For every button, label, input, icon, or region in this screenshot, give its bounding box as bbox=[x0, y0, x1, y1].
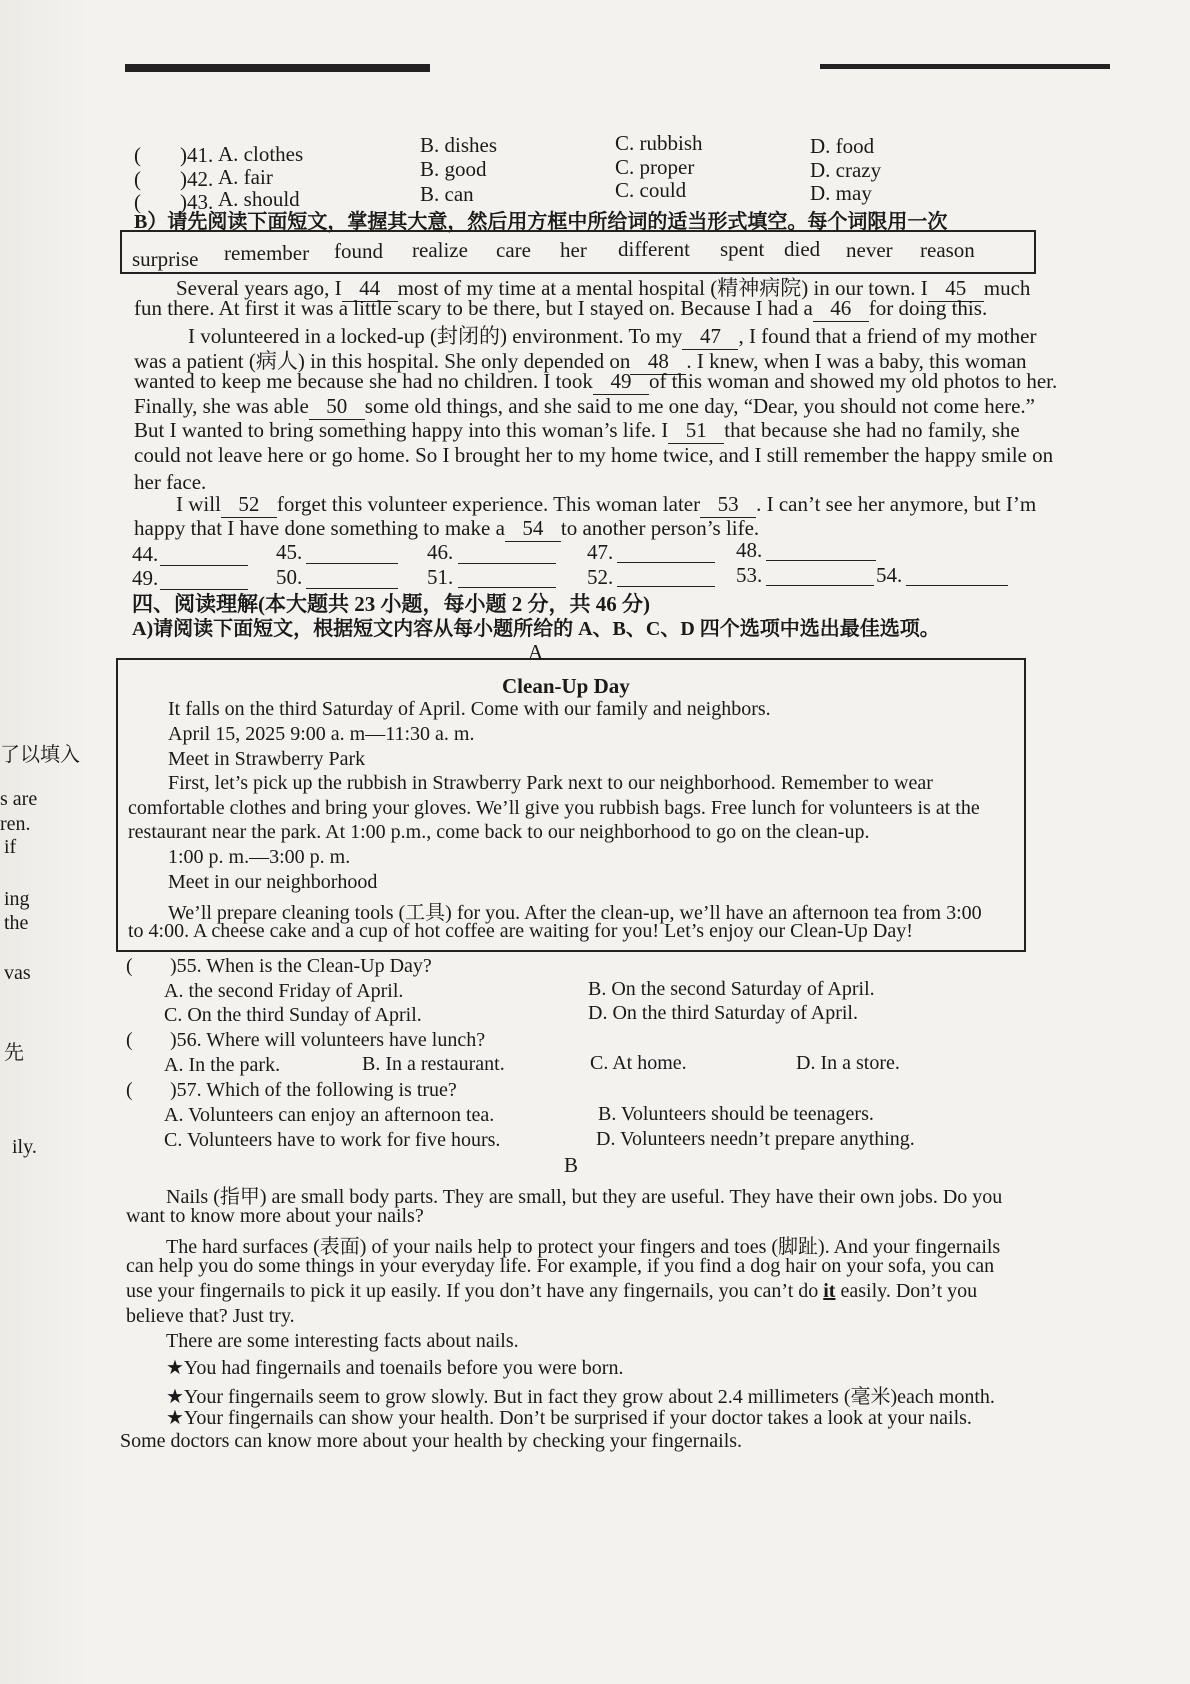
margin-fragment: if bbox=[4, 836, 17, 858]
passage-line: Some doctors can know more about your health by checking your fingernails. bbox=[120, 1430, 743, 1452]
notice-title: Clean-Up Day bbox=[502, 674, 630, 698]
section-instruction: A)请阅读下面短文，根据短文内容从每小题所给的 A、B、C、D 四个选项中选出最佳选项。 bbox=[132, 618, 940, 640]
margin-fragment: 了以填入 bbox=[0, 744, 80, 766]
margin-fragment: s are bbox=[0, 788, 38, 810]
answer-number: 45. bbox=[276, 540, 303, 564]
passage-line: happy that I have done something to make a 54 to another person’s life. bbox=[134, 516, 760, 540]
passage-line: The hard surfaces (表面) of your nails help to protect your fingers and toes (脚趾). And your fingernails bbox=[166, 1236, 1001, 1258]
answer-number: 52. bbox=[587, 565, 614, 589]
blank-48: 48 bbox=[630, 349, 686, 375]
answer-number: 53. bbox=[736, 563, 763, 587]
blank-45: 45 bbox=[928, 276, 984, 302]
passage-line: There are some interesting facts about nails. bbox=[166, 1330, 519, 1352]
passage-line: wanted to keep me because she had no children. I took 49 of this woman and showed my old photos to her. bbox=[134, 369, 1058, 393]
passage-line: fun there. At first it was a little scary to be there, but I stayed on. Because I had a 46 for doing this. bbox=[134, 296, 988, 320]
notice-line: 1:00 p. m.—3:00 p. m. bbox=[168, 846, 351, 868]
answer-blank[interactable] bbox=[160, 565, 248, 566]
answer-blank[interactable] bbox=[458, 563, 556, 564]
blank-52: 52 bbox=[221, 492, 277, 518]
answer-number: 46. bbox=[427, 540, 454, 564]
blank-51: 51 bbox=[668, 418, 724, 444]
blank-47: 47 bbox=[682, 324, 738, 350]
passage-line: was a patient (病人) in this hospital. She only depended on 48 . I knew, when I was a baby, this woman bbox=[134, 349, 1027, 373]
passage-line: Nails (指甲) are small body parts. They are small, but they are useful. They have their own jobs. Do you bbox=[166, 1186, 1003, 1208]
margin-fragment: ren. bbox=[0, 813, 31, 835]
passage-letter: B bbox=[564, 1153, 579, 1177]
answer-number: 50. bbox=[276, 565, 303, 589]
word-bank-item: different bbox=[618, 237, 690, 261]
notice-line: restaurant near the park. At 1:00 p.m., come back to our neighborhood to go on the clean-up. bbox=[128, 821, 870, 843]
margin-fragment: the bbox=[4, 912, 29, 934]
passage-line: ★Your fingernails can show your health. Don’t be surprised if your doctor takes a look at your nails. bbox=[166, 1407, 972, 1429]
word-bank-item: died bbox=[784, 237, 821, 261]
notice-line: April 15, 2025 9:00 a. m—11:30 a. m. bbox=[168, 723, 475, 745]
passage-line: use your fingernails to pick it up easily. If you don’t have any fingernails, you can’t do it easily. Don’t you bbox=[126, 1280, 978, 1302]
passage-line: could not leave here or go home. So I brought her to my home twice, and I still remember the happy smile on bbox=[134, 443, 1054, 467]
scan-top-bar-left bbox=[125, 64, 430, 72]
blank-44: 44 bbox=[342, 276, 398, 302]
passage-line: ★You had fingernails and toenails before you were born. bbox=[166, 1357, 624, 1379]
scan-top-bar-right bbox=[820, 64, 1110, 69]
passage-line: want to know more about your nails? bbox=[126, 1205, 424, 1227]
answer-number: 48. bbox=[736, 538, 763, 562]
word-bank-item: spent bbox=[720, 237, 765, 261]
answer-number: 49. bbox=[132, 566, 159, 590]
blank-49: 49 bbox=[593, 369, 649, 395]
underlined-word: it bbox=[823, 1280, 836, 1302]
passage-line: ★Your fingernails seem to grow slowly. But in fact they grow about 2.4 millimeters (毫米)each month. bbox=[166, 1386, 995, 1408]
answer-number: 51. bbox=[427, 565, 454, 589]
word-bank-item: reason bbox=[920, 238, 975, 262]
section-title: 四、阅读理解(本大题共 23 小题，每小题 2 分，共 46 分) bbox=[132, 592, 650, 616]
notice-line: Meet in our neighborhood bbox=[168, 871, 378, 893]
word-bank-item: care bbox=[496, 238, 531, 262]
passage-line: can help you do some things in your everyday life. For example, if you find a dog hair on your sofa, you can bbox=[126, 1255, 995, 1277]
answer-number: 44. bbox=[132, 542, 159, 566]
notice-line: to 4:00. A cheese cake and a cup of hot coffee are waiting for you! Let’s enjoy our Clean-Up Day! bbox=[128, 920, 913, 942]
notice-line: First, let’s pick up the rubbish in Strawberry Park next to our neighborhood. Remember to wear bbox=[168, 772, 933, 794]
blank-46: 46 bbox=[813, 296, 869, 322]
notice-line: comfortable clothes and bring your gloves. We’ll give you rubbish bags. Free lunch for volunteers is at the bbox=[128, 797, 980, 819]
passage-line: I volunteered in a locked-up (封闭的) environment. To my 47 , I found that a friend of my mother bbox=[188, 324, 1037, 348]
passage-line: Finally, she was able 50 some old things, and she said to me one day, “Dear, you should not come here.” bbox=[134, 394, 1035, 418]
passage-line: believe that? Just try. bbox=[126, 1305, 295, 1327]
word-bank-item: remember bbox=[224, 241, 310, 265]
word-bank-item: surprise bbox=[132, 247, 199, 271]
section-instruction: B）请先阅读下面短文，掌握其大意，然后用方框中所给词的适当形式填空。每个词限用一次 bbox=[134, 211, 948, 233]
passage-line: Several years ago, I 44 most of my time at a mental hospital (精神病院) in our town. I 45 much bbox=[176, 276, 1031, 300]
notice-line: Meet in Strawberry Park bbox=[168, 748, 366, 770]
word-bank-item: found bbox=[334, 239, 383, 263]
blank-54: 54 bbox=[505, 516, 561, 542]
notice-line: We’ll prepare cleaning tools (工具) for you. After the clean-up, we’ll have an afternoon tea from 3:00 bbox=[168, 902, 982, 924]
word-bank-item: never bbox=[846, 238, 893, 262]
word-bank-item: her bbox=[560, 238, 587, 262]
passage-line: I will 52 forget this volunteer experience. This woman later 53 . I can’t see her anymore, but I’m bbox=[176, 492, 1037, 516]
answer-blank[interactable] bbox=[617, 562, 715, 563]
answer-number: 47. bbox=[587, 540, 614, 564]
passage-line: But I wanted to bring something happy into this woman’s life. I 51 that because she had no family, she bbox=[134, 418, 1020, 442]
word-bank-item: realize bbox=[412, 238, 468, 262]
margin-fragment: 先 bbox=[4, 1042, 24, 1064]
notice-line: It falls on the third Saturday of April. Come with our family and neighbors. bbox=[168, 698, 771, 720]
margin-fragment: vas bbox=[4, 962, 31, 984]
answer-blank[interactable] bbox=[906, 585, 1008, 586]
answer-blank[interactable] bbox=[617, 586, 715, 587]
answer-blank[interactable] bbox=[306, 563, 398, 564]
answer-blank[interactable] bbox=[766, 560, 876, 561]
passage-letter: A bbox=[528, 640, 544, 664]
passage-line: her face. bbox=[134, 470, 207, 494]
blank-53: 53 bbox=[700, 492, 756, 518]
answer-number: 54. bbox=[876, 563, 903, 587]
margin-fragment: ing bbox=[4, 888, 30, 910]
margin-fragment: ily. bbox=[12, 1136, 37, 1158]
blank-50: 50 bbox=[309, 394, 365, 420]
answer-blank[interactable] bbox=[766, 585, 874, 586]
